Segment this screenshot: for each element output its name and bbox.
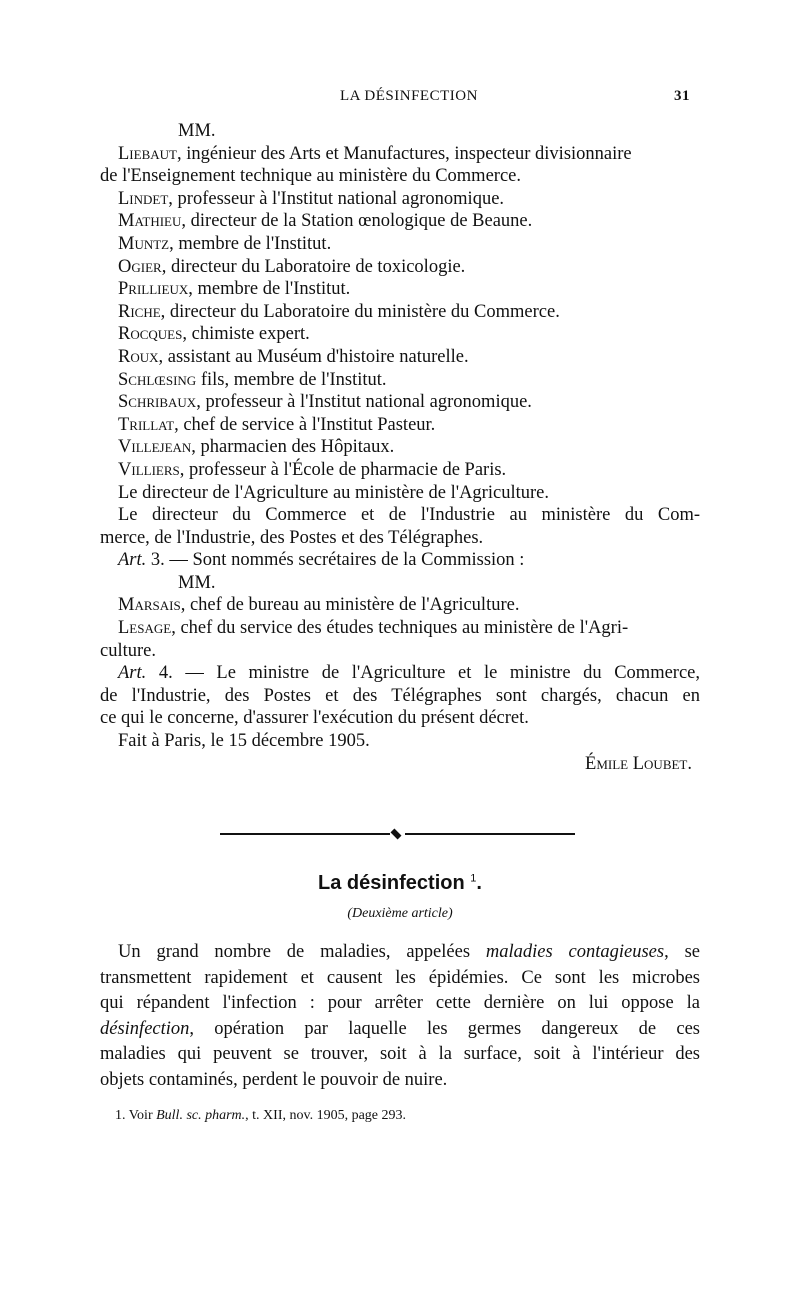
divider-ornament-icon (391, 829, 402, 840)
article-line: maladies qui peuvent se trouver, soit à la surface, soit à l'intérieur des (100, 1044, 700, 1065)
member-line: Riche, directeur du Laboratoire du ministère du Commerce. (118, 301, 560, 322)
member-line: Lindet, professeur à l'Institut national agronomique. (118, 188, 505, 209)
member-line: Muntz, membre de l'Institut. (118, 233, 332, 254)
section-title: La désinfection $^1$. (318, 872, 482, 894)
header-title: LA DÉSINFECTION (340, 88, 478, 104)
secretary-line: Marsais, chef de bureau au ministère de l'Agriculture. (118, 595, 520, 616)
article-line: désinfection, opération par laquelle les germes dangereux de ces (100, 1018, 700, 1039)
article-4-line1: Art. 4. — Le ministre de l'Agriculture et le ministre du Commerce, (118, 663, 701, 684)
divider-bar-left (220, 833, 390, 835)
signature: Émile Loubet. (585, 753, 692, 774)
mm-heading: MM. (178, 121, 216, 141)
footnote-mark: 1 (470, 872, 477, 885)
done-at-line: Fait à Paris, le 15 décembre 1905. (118, 731, 370, 752)
section-divider (220, 829, 575, 839)
article-4-line3: ce qui le concerne, d'assurer l'exécution du présent décret. (100, 708, 529, 729)
article-line: transmettent rapidement et causent les épidémies. Ce sont les microbes (100, 967, 700, 988)
member-line: Roux, assistant au Muséum d'histoire naturelle. (118, 346, 469, 367)
footnote: 1. Voir Bull. sc. pharm., t. XII, nov. 1905, page 293. (115, 1108, 407, 1123)
secretary-line: culture. (100, 640, 156, 661)
member-line: Mathieu, directeur de la Station œnologique de Beaune. (118, 211, 533, 232)
article-4-line2: de l'Industrie, des Postes et des Télégraphes sont chargés, chacun en (100, 685, 700, 706)
page-number: 31 (674, 88, 690, 104)
divider-bar-right (405, 833, 575, 835)
member-line: Villejean, pharmacien des Hôpitaux. (118, 437, 395, 458)
director-agriculture: Le directeur de l'Agriculture au ministère de l'Agriculture. (118, 482, 549, 503)
article-3: Art. 3. — Sont nommés secrétaires de la Commission : (118, 550, 525, 571)
member-line: de l'Enseignement technique au ministère du Commerce. (100, 166, 521, 187)
member-line: Ogier, directeur du Laboratoire de toxicologie. (118, 256, 466, 277)
article-line: Un grand nombre de maladies, appelées maladies contagieuses, se (118, 942, 700, 962)
member-line: Villiers, professeur à l'École de pharmacie de Paris. (118, 459, 507, 480)
decree-body (100, 120, 700, 775)
member-line: Schlœsing fils, membre de l'Institut. (118, 369, 387, 390)
director-commerce-line1: Le directeur du Commerce et de l'Industrie au ministère du Com- (118, 505, 700, 526)
member-line: Prillieux, membre de l'Institut. (118, 279, 351, 300)
article-paragraph (100, 940, 700, 1094)
mm-heading-2: MM. (178, 572, 216, 593)
director-commerce-line2: merce, de l'Industrie, des Postes et des Télégraphes. (100, 527, 484, 548)
member-line: Schribaux, professeur à l'Institut national agronomique. (118, 392, 532, 413)
article-line: qui répandent l'infection : pour arrêter cette dernière on lui oppose la (100, 993, 700, 1014)
secretary-line: Lesage, chef du service des études techniques au ministère de l'Agri- (118, 618, 629, 639)
article-line: objets contaminés, perdent le pouvoir de nuire. (100, 1069, 448, 1090)
member-line: Trillat, chef de service à l'Institut Pasteur. (118, 414, 436, 435)
member-line: Liebaut, ingénieur des Arts et Manufactures, inspecteur divisionnaire (118, 143, 632, 164)
member-line: Rocques, chimiste expert. (118, 324, 310, 345)
section-subtitle: (Deuxième article) (347, 906, 453, 921)
